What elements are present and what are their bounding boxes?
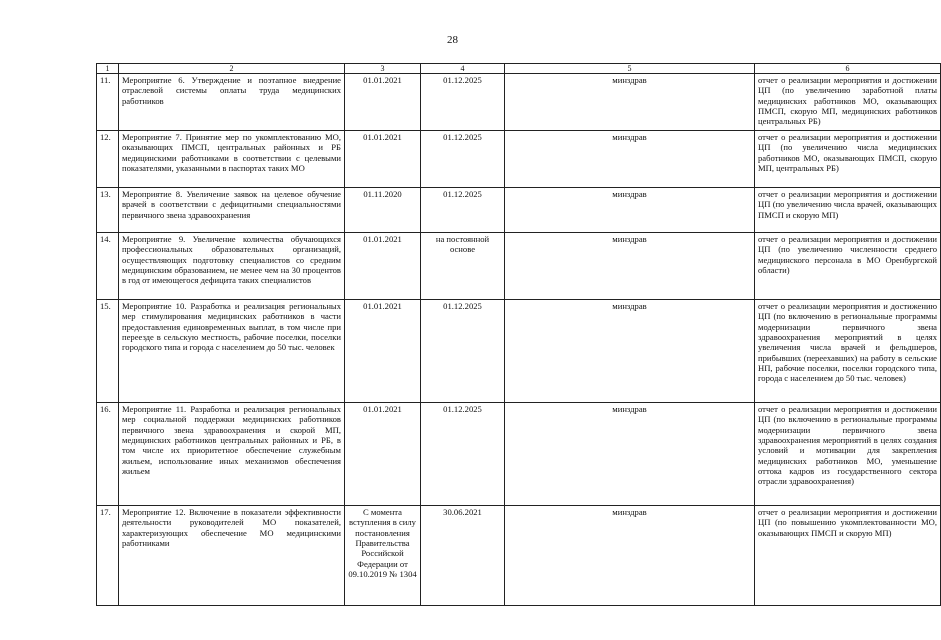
end-date: 01.12.2025 — [421, 74, 505, 131]
result: отчет о реализации мероприятия и достижении ЦП (по увеличению численности среднего медицинского персонала в МО Оренбургской области) — [755, 233, 941, 300]
event-description: Мероприятие 9. Увеличение количества обучающихся профессиональных образовательных организаций, осуществляющих подготовку специалистов со средним медицинским образованием, не менее чем на 30 процентов в год от имеющегося дефицита таких специалистов — [119, 233, 345, 300]
result: отчет о реализации мероприятия и достижении ЦП (по увеличению числа врачей, оказывающих ПМСП и скорую МП) — [755, 188, 941, 233]
start-date: 01.11.2020 — [345, 188, 421, 233]
column-number: 1 — [97, 64, 119, 74]
start-date: С момента вступления в силу постановления Правительства Российской Федерации от 09.10.2019 № 1304 — [345, 506, 421, 606]
start-date: 01.01.2021 — [345, 233, 421, 300]
end-date: 01.12.2025 — [421, 188, 505, 233]
row-number: 13. — [97, 188, 119, 233]
responsible: минздрав — [505, 300, 755, 403]
measures-table — [96, 63, 941, 606]
responsible: минздрав — [505, 188, 755, 233]
start-date: 01.01.2021 — [345, 74, 421, 131]
end-date: на постоянной основе — [421, 233, 505, 300]
result: отчет о реализации мероприятия и достижении ЦП (по увеличению заработной платы медицинских работников МО, оказывающих ПМСП, скорую МП, медицинских работников центральных РБ) — [755, 74, 941, 131]
responsible: минздрав — [505, 233, 755, 300]
event-description: Мероприятие 12. Включение в показатели эффективности деятельности руководителей МО показателей, характеризующих обеспечение МО медицинскими работниками — [119, 506, 345, 606]
column-number: 5 — [505, 64, 755, 74]
end-date: 01.12.2025 — [421, 403, 505, 506]
row-number: 17. — [97, 506, 119, 606]
table-row — [97, 506, 941, 606]
responsible: минздрав — [505, 74, 755, 131]
result: отчет о реализации мероприятия и достижении ЦП (по повышению укомплектованности МО, оказывающих ПМСП и скорую МП) — [755, 506, 941, 606]
event-description: Мероприятие 10. Разработка и реализация региональных мер стимулирования медицинских работников в части предоставления единовременных выплат, в том числе при переезде в сельскую местность, рабочие поселки, поселки городского типа и города с населением до 50 тыс. человек — [119, 300, 345, 403]
column-number: 6 — [755, 64, 941, 74]
table-row — [97, 300, 941, 403]
column-number: 3 — [345, 64, 421, 74]
start-date: 01.01.2021 — [345, 403, 421, 506]
event-description: Мероприятие 6. Утверждение и поэтапное внедрение отраслевой системы оплаты труда медицинских работников — [119, 74, 345, 131]
event-description: Мероприятие 8. Увеличение заявок на целевое обучение врачей в соответствии с дефицитными специальностями первичного звена здравоохранения — [119, 188, 345, 233]
start-date: 01.01.2021 — [345, 300, 421, 403]
event-description: Мероприятие 7. Принятие мер по укомплектованию МО, оказывающих ПМСП, центральных районных и РБ медицинскими работниками в соответствии с целевыми показателями, указанными в паспортах таких МО — [119, 131, 345, 188]
column-number: 4 — [421, 64, 505, 74]
end-date: 01.12.2025 — [421, 300, 505, 403]
row-number: 15. — [97, 300, 119, 403]
end-date: 01.12.2025 — [421, 131, 505, 188]
row-number: 12. — [97, 131, 119, 188]
result: отчет о реализации мероприятия и достижении ЦП (по увеличению числа медицинских работников МО, оказывающих ПМСП, скорую МП, центральных РБ) — [755, 131, 941, 188]
table-row — [97, 188, 941, 233]
column-number: 2 — [119, 64, 345, 74]
page-number: 28 — [447, 34, 458, 46]
end-date: 30.06.2021 — [421, 506, 505, 606]
table-row — [97, 233, 941, 300]
table-row — [97, 131, 941, 188]
responsible: минздрав — [505, 131, 755, 188]
table-row — [97, 74, 941, 131]
responsible: минздрав — [505, 506, 755, 606]
event-description: Мероприятие 11. Разработка и реализация региональных мер социальной поддержки медицинских работников первичного звена здравоохранения и скорой МП, медицинских работников центральных районных и РБ, в том числе их приоритетное обеспечение служебным жильем, использование иных механизмов обеспечения жильем — [119, 403, 345, 506]
responsible: минздрав — [505, 403, 755, 506]
column-numbers-row — [97, 64, 941, 74]
table-row — [97, 403, 941, 506]
result: отчет о реализации мероприятия и достижению ЦП (по включению в региональные программы модернизации первичного звена здравоохранения мероприятий в целях увеличения числа врачей и фельдшеров, прибывших (переехавших) на работу в сельские НП, рабочие поселки, поселки городского типа, города с населением до 50 тыс. человек) — [755, 300, 941, 403]
row-number: 14. — [97, 233, 119, 300]
row-number: 11. — [97, 74, 119, 131]
result: отчет о реализации мероприятия и достижении ЦП (по включению в региональные программы модернизации первичного звена здравоохранения мероприятий в целях создания условий и мотивации для закрепления медицинских работников МО, уменьшение оттока кадров из государственного сектора отрасли здравоохранения) — [755, 403, 941, 506]
row-number: 16. — [97, 403, 119, 506]
start-date: 01.01.2021 — [345, 131, 421, 188]
